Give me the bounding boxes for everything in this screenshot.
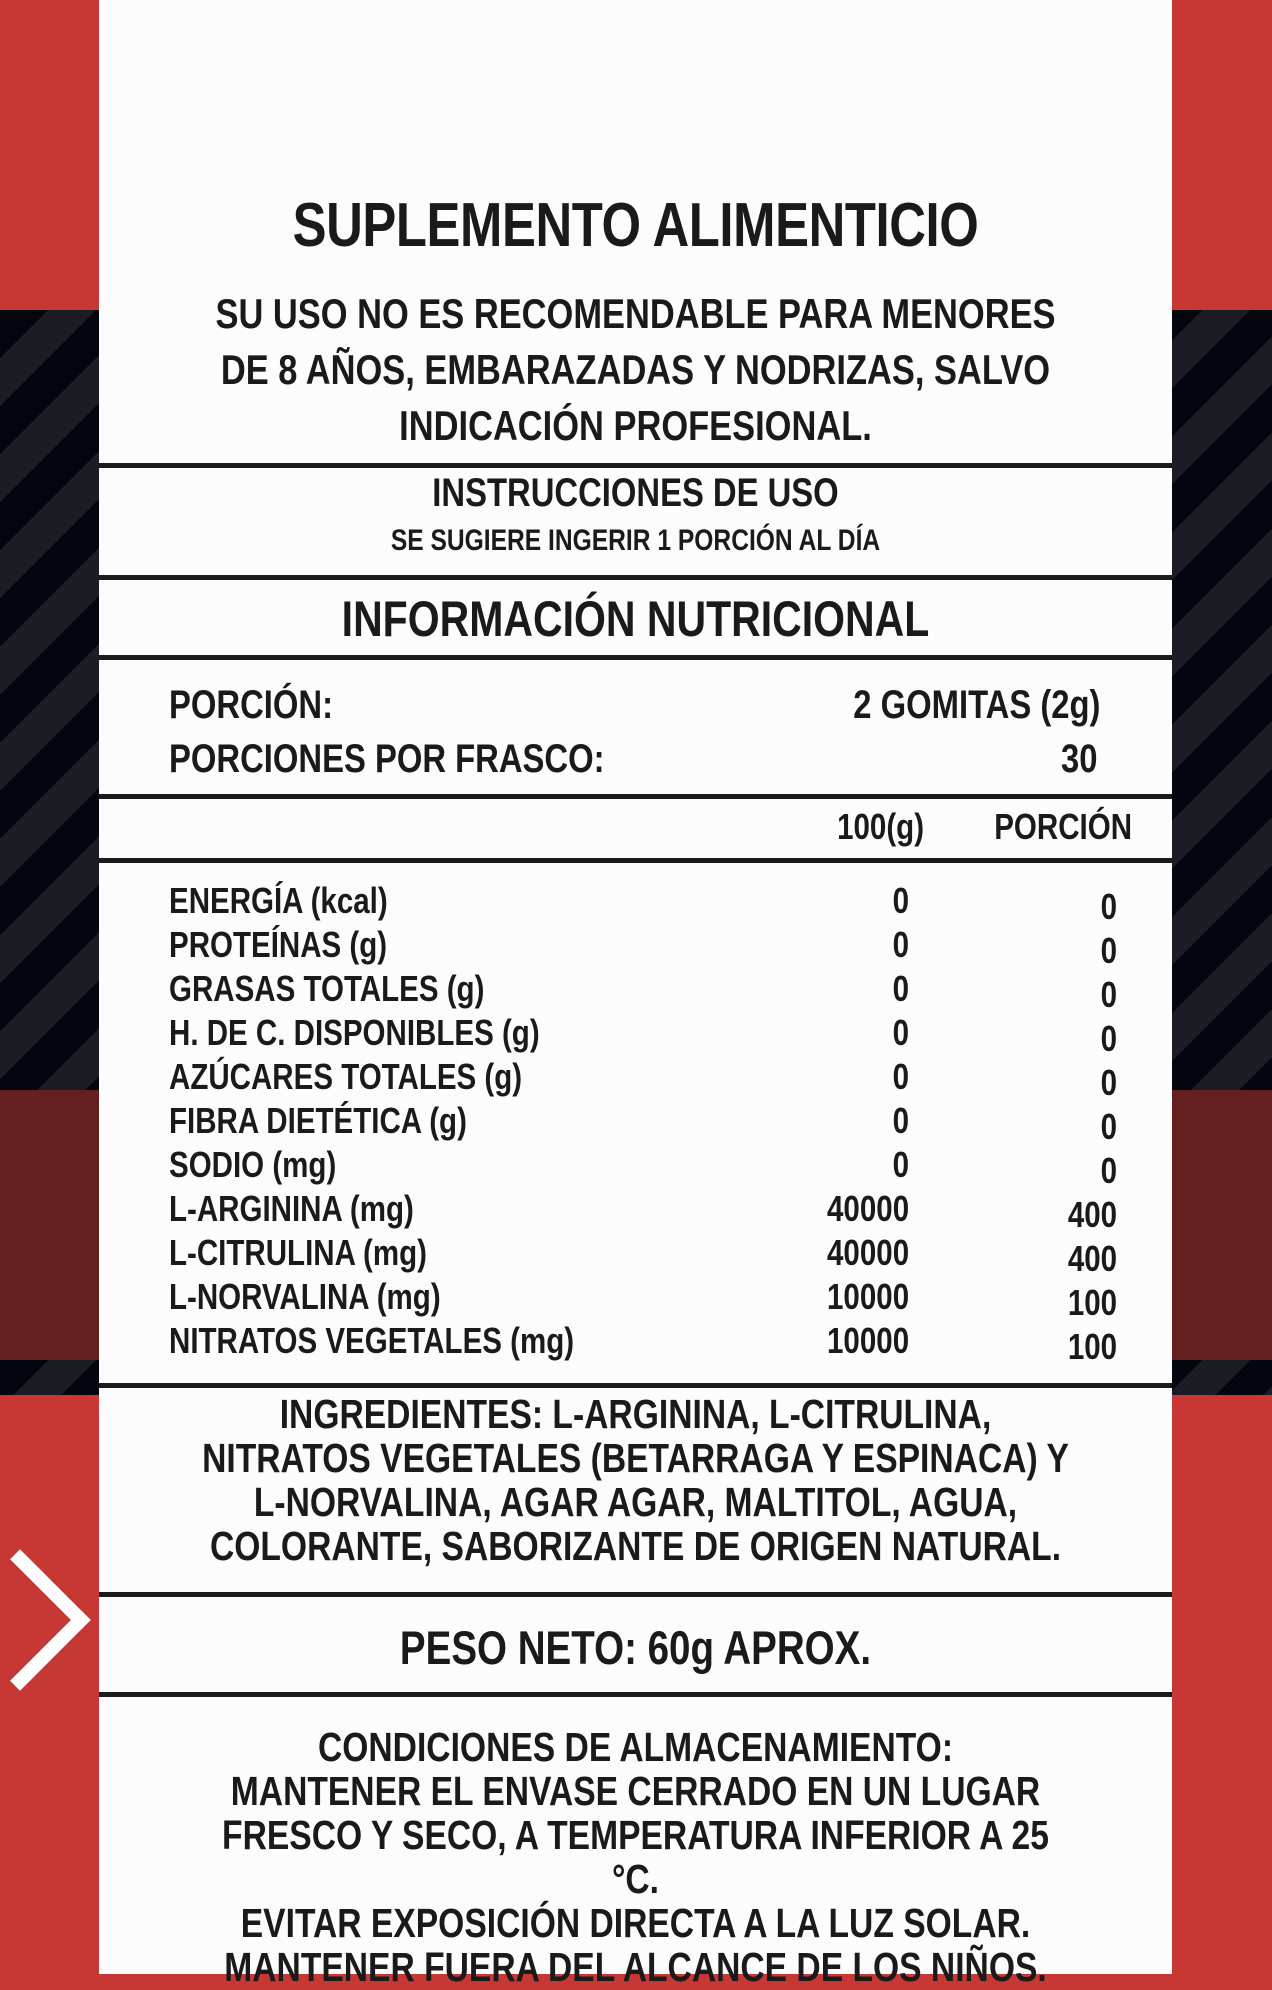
instructions-text: SE SUGIERE INGERIR 1 PORCIÓN AL DÍA [390,524,881,557]
table-row: FIBRA DIETÉTICA (g) 0 0 [169,1100,1117,1147]
table-row: PROTEÍNAS (g) 0 0 [169,924,1117,971]
table-row: SODIO (mg) 0 0 [169,1144,1117,1191]
divider [99,1592,1172,1597]
ingredients-text: INGREDIENTES: L-ARGININA, L-CITRULINA, NITRATOS VEGETALES (BETARRAGA Y ESPINACA) Y L-NORVALINA, AGAR AGAR, MALTITOL, AGUA, COLORANTE, SABORIZANTE DE ORIGEN NATURAL. [202,1391,1069,1569]
nutrition-heading: INFORMACIÓN NUTRICIONAL [341,591,930,647]
divider [99,1692,1172,1697]
net-weight: PESO NETO: 60g APROX. [399,1621,872,1674]
table-row: L-CITRULINA (mg) 40000 400 [169,1232,1117,1279]
serving-value: 2 GOMITAS (2g) [852,683,1100,727]
divider [99,463,1172,468]
label-title: SUPLEMENTO ALIMENTICIO [292,191,979,260]
divider [99,655,1172,660]
column-header-portion: PORCIÓN [994,806,1132,847]
table-row: H. DE C. DISPONIBLES (g) 0 0 [169,1012,1117,1059]
servings-per-container-value: 30 [1060,737,1097,781]
table-row: L-ARGININA (mg) 40000 400 [169,1188,1117,1235]
table-row: L-NORVALINA (mg) 10000 100 [169,1276,1117,1323]
warning-text: SU USO NO ES RECOMENDABLE PARA MENORES DE 8 AÑOS, EMBARAZADAS Y NODRIZAS, SALVO INDICACIÓN PROFESIONAL. [215,290,1056,449]
table-row: AZÚCARES TOTALES (g) 0 0 [169,1056,1117,1103]
divider [99,1383,1172,1388]
table-row: GRASAS TOTALES (g) 0 0 [169,968,1117,1015]
servings-per-container-label: PORCIONES POR FRASCO: [169,737,605,781]
column-header-100g: 100(g) [837,806,924,847]
table-row: ENERGÍA (kcal) 0 0 [169,880,1117,927]
table-row: NITRATOS VEGETALES (mg) 10000 100 [169,1320,1117,1367]
serving-label: PORCIÓN: [169,683,333,727]
storage-conditions: CONDICIONES DE ALMACENAMIENTO: MANTENER EL ENVASE CERRADO EN UN LUGAR FRESCO Y SECO, A TEMPERATURA INFERIOR A 25 °C. EVITAR EXPOSICIÓN DIRECTA A LA LUZ SOLAR. MANTENER FUERA DEL ALCANCE DE LOS NIÑOS. [222,1724,1049,1990]
instructions-heading: INSTRUCCIONES DE USO [432,471,839,515]
label-panel [99,0,1172,1990]
divider [99,575,1172,580]
divider [99,858,1172,863]
nutrition-table [99,880,1172,1367]
divider [99,794,1172,799]
